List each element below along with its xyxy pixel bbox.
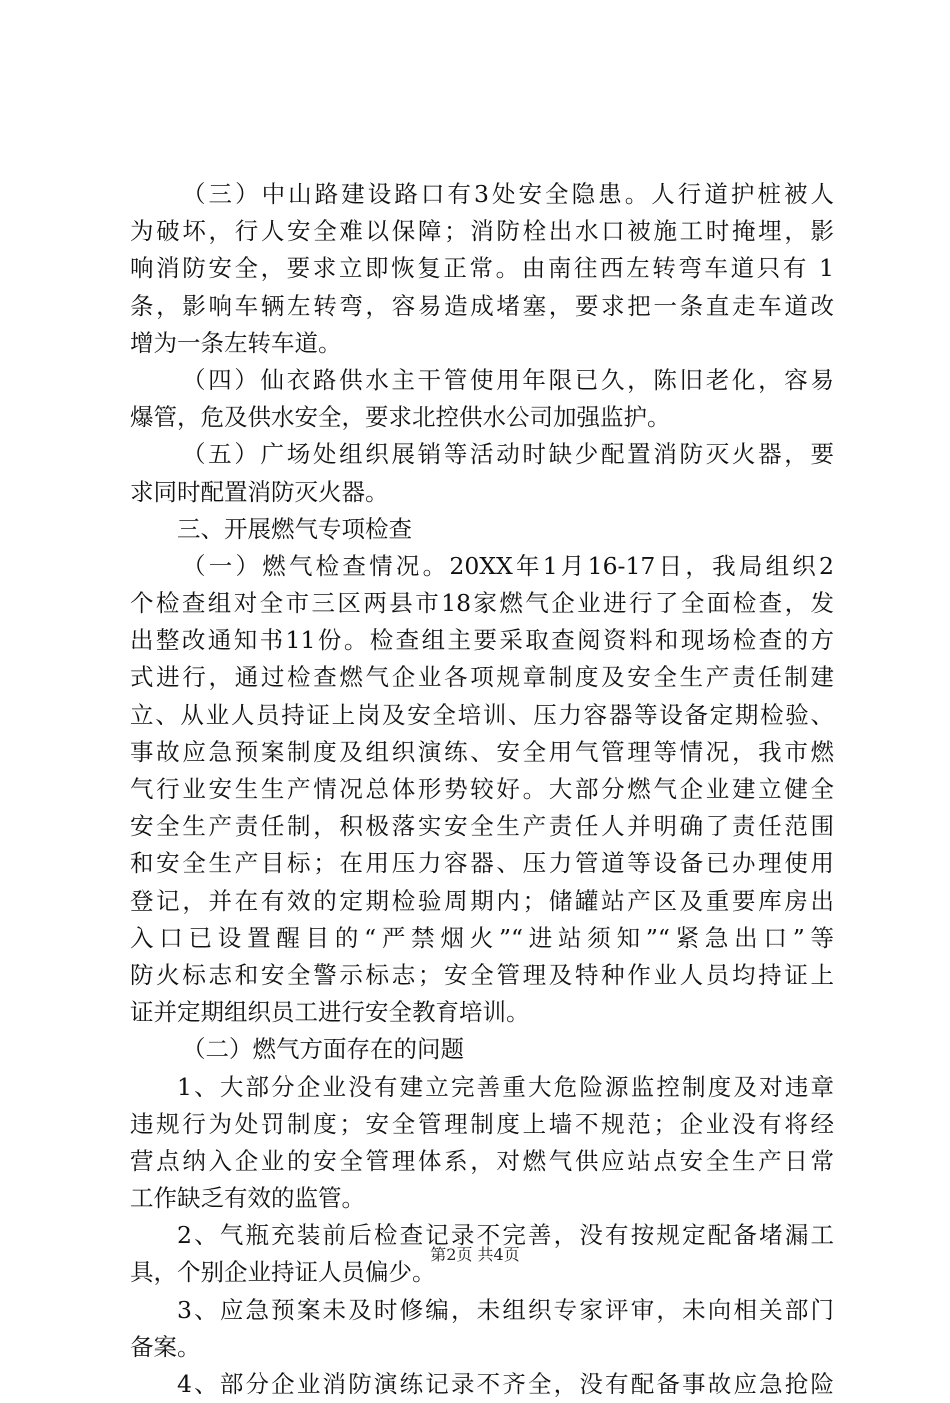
text-line: 入口已设置醒目的“严禁烟火”“进站须知”“紧急出口”等 (130, 923, 834, 952)
text-line: 和安全生产目标；在用压力容器、压力管道等设备已办理使用 (130, 849, 834, 878)
text-line: 3、应急预案未及时修编，未组织专家评审，未向相关部门 (177, 1295, 834, 1324)
text-line: （三）中山路建设路口有3处安全隐患。人行道护桩被人 (182, 180, 834, 208)
text-line: 求同时配置消防灭火器。 (130, 477, 389, 506)
text-line: 出整改通知书11份。检查组主要采取查阅资料和现场检查的方 (130, 626, 834, 655)
text-line: 工作缺乏有效的监管。 (130, 1184, 365, 1213)
text-line: 个检查组对全市三区两县市18家燃气企业进行了全面检查，发 (130, 589, 834, 618)
text-line: 立、从业人员持证上岗及安全培训、压力容器等设备定期检验、 (130, 700, 834, 729)
text-line: 违规行为处罚制度；安全管理制度上墙不规范；企业没有将经 (130, 1109, 834, 1138)
text-line: 条，影响车辆左转弯，容易造成堵塞，要求把一条直走车道改 (130, 291, 834, 320)
text-line: 4、部分企业消防演练记录不齐全，没有配备事故应急抢险 (177, 1370, 834, 1398)
text-line: 2、气瓶充装前后检查记录不完善，没有按规定配备堵漏工 (177, 1221, 834, 1250)
text-line: 事故应急预案制度及组织演练、安全用气管理等情况，我市燃 (130, 737, 834, 766)
document-body (130, 176, 834, 1403)
text-line: 增为一条左转车道。 (130, 328, 342, 357)
text-line: 登记，并在有效的定期检验周期内；储罐站产区及重要库房出 (130, 886, 834, 915)
text-line: 证并定期组织员工进行安全教育培训。 (130, 998, 530, 1027)
text-line: 气行业安生生产情况总体形势较好。大部分燃气企业建立健全 (130, 775, 834, 803)
text-line: 为破坏，行人安全难以保障；消防栓出水口被施工时掩埋，影 (130, 217, 834, 246)
text-line: （一）燃气检查情况。20XX年1月16-17日，我局组织2 (182, 551, 834, 580)
text-line: （五）广场处组织展销等活动时缺少配置消防灭火器，要 (182, 440, 834, 469)
text-line: 备案。 (130, 1332, 201, 1361)
text-line: （二）燃气方面存在的问题 (182, 1035, 464, 1064)
text-line: 安全生产责任制，积极落实安全生产责任人并明确了责任范围 (130, 812, 834, 841)
text-line: 三、开展燃气专项检查 (177, 514, 412, 543)
text-line: 式进行，通过检查燃气企业各项规章制度及安全生产责任制建 (130, 663, 834, 692)
text-line: 响消防安全，要求立即恢复正常。由南往西左转弯车道只有 1 (130, 254, 834, 283)
text-line: 爆管，危及供水安全，要求北控供水公司加强监护。 (130, 403, 671, 432)
text-line: 1、大部分企业没有建立完善重大危险源监控制度及对违章 (177, 1072, 834, 1101)
page-footer: 第2页 共4页 (430, 1245, 520, 1264)
text-line: 营点纳入企业的安全管理体系，对燃气供应站点安全生产日常 (130, 1146, 834, 1175)
text-line: （四）仙衣路供水主干管使用年限已久，陈旧老化，容易 (182, 365, 834, 394)
text-line: 防火标志和安全警示标志；安全管理及特种作业人员均持证上 (130, 960, 834, 989)
text-line: 具，个别企业持证人员偏少。 (130, 1258, 436, 1287)
